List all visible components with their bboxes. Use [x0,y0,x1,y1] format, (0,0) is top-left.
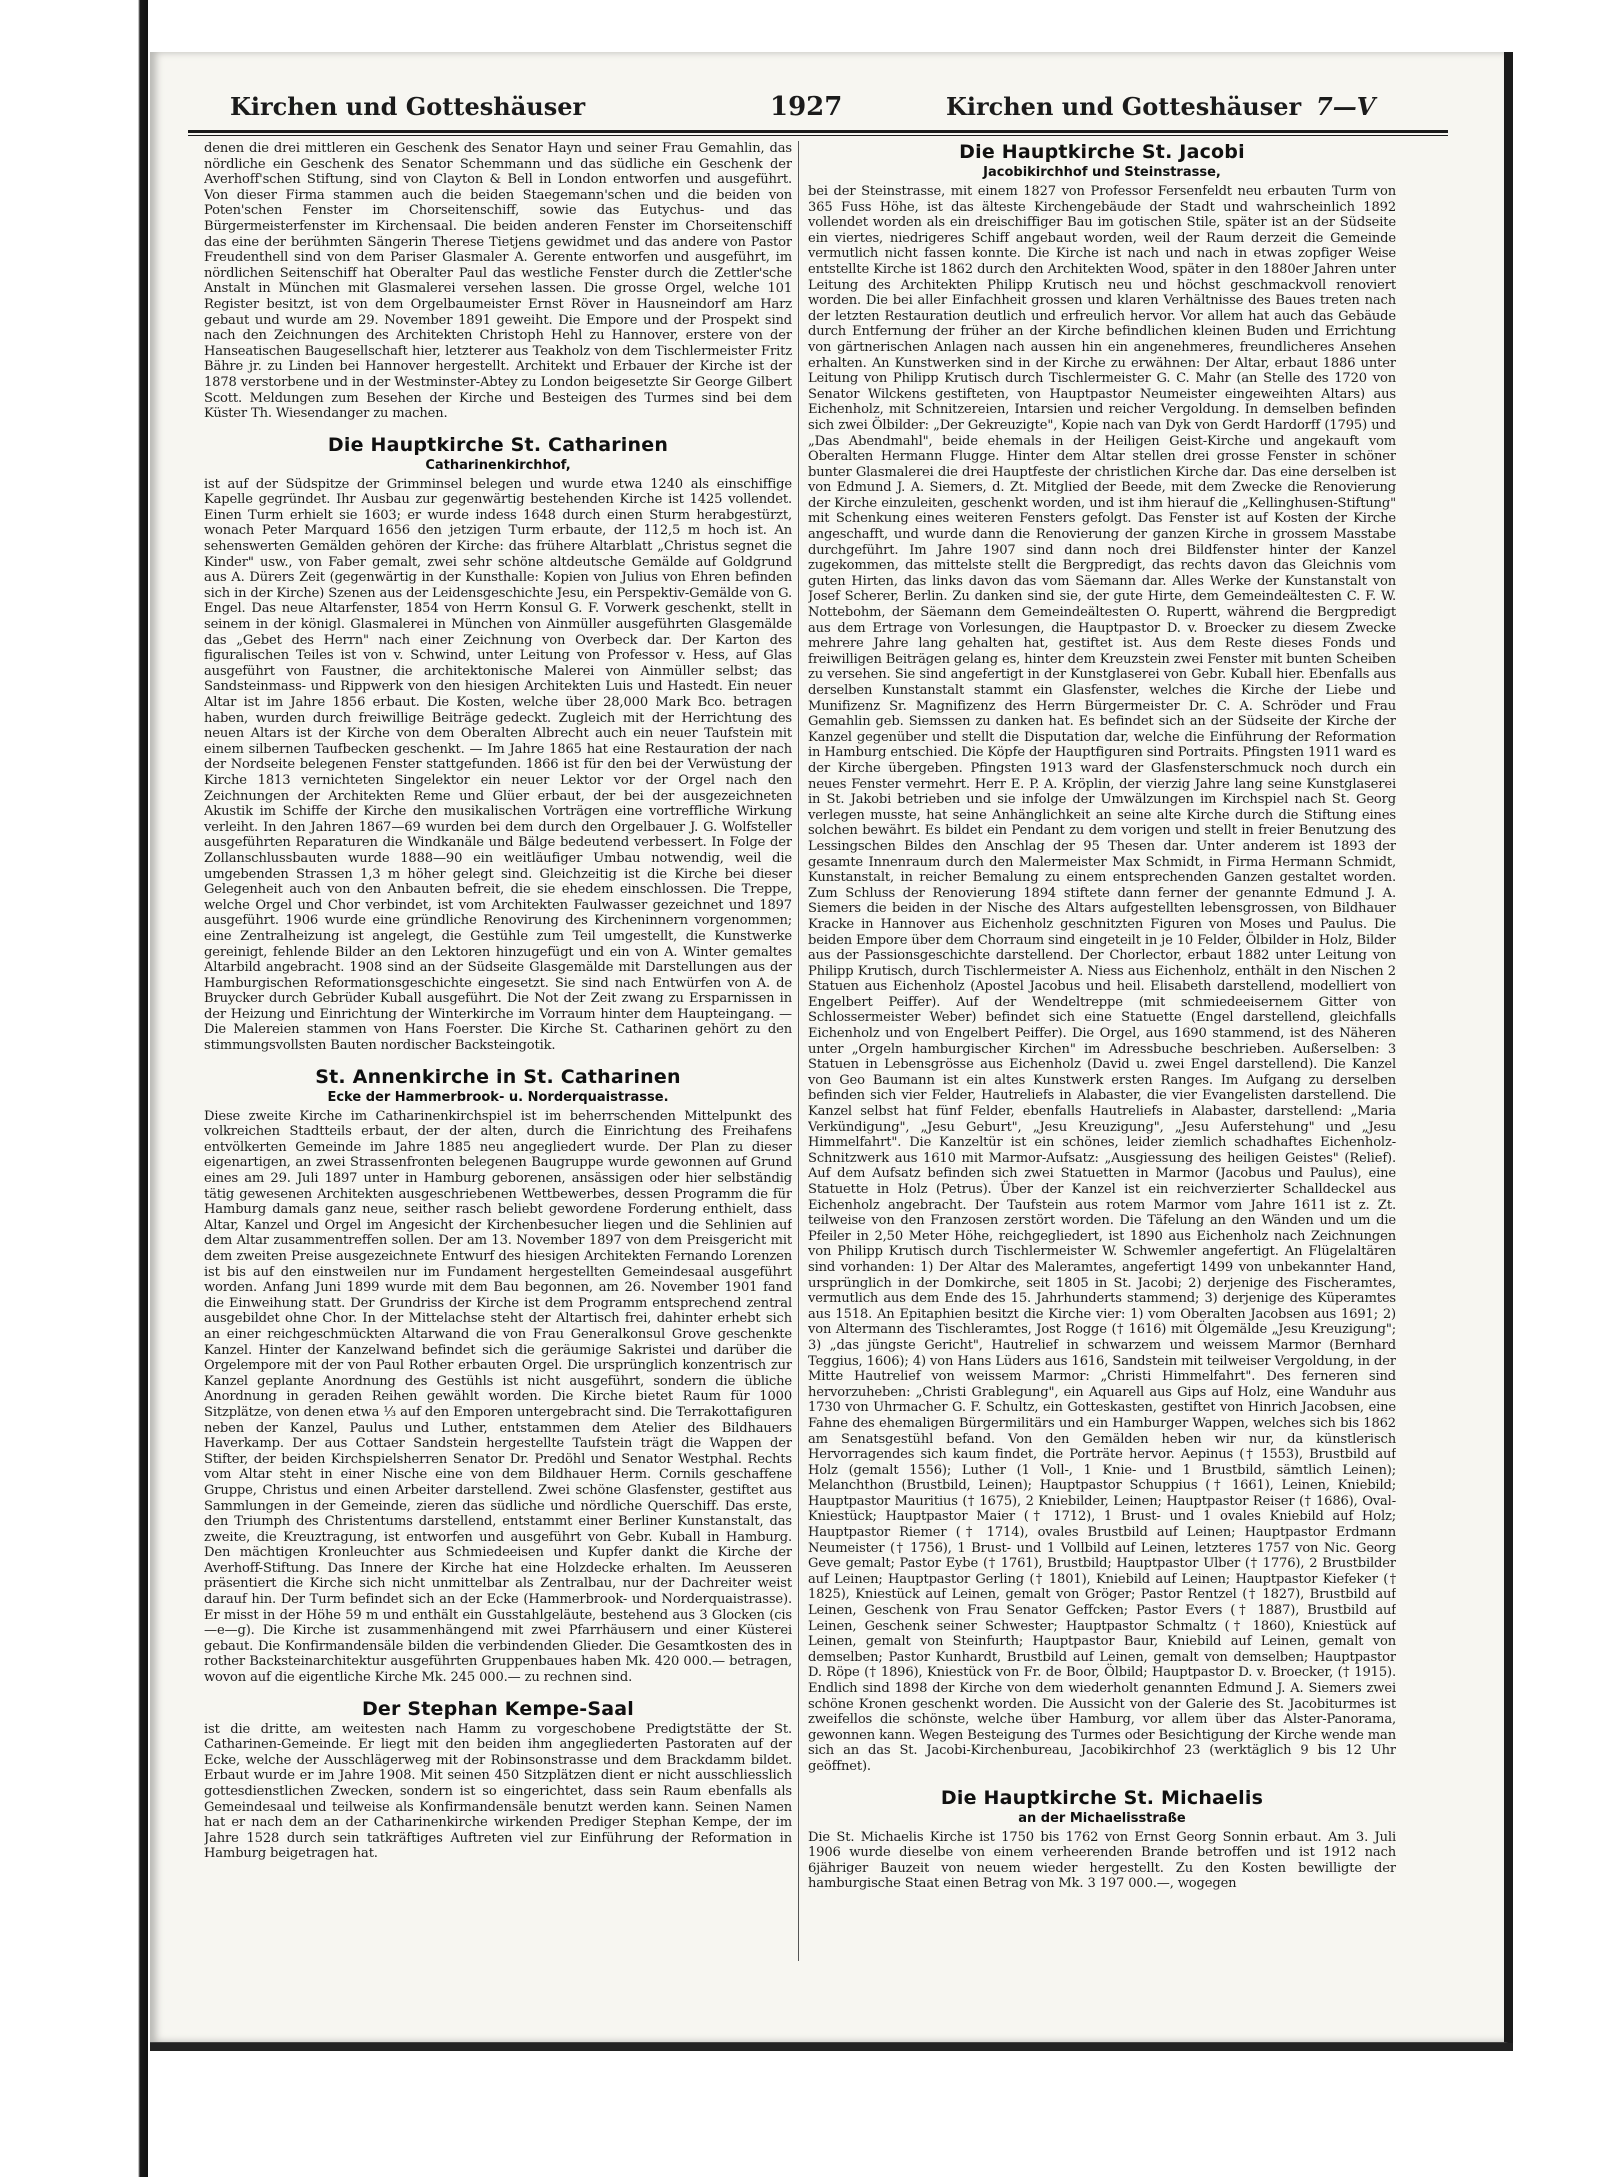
section-paragraph: ist die dritte, am weitesten nach Hamm zu vorgeschobene Predigtstätte der St. Catharinen-Gemeinde. Er liegt mit den beiden ihm angegliederten Pastoraten auf der Ecke, welche der Ausschlägerweg mit der Robinsonstrasse und dem Brackdamm bildet. Erbaut wurde er im Jahre 1908. Mit seinen 450 Sitzplätzen dient er nicht ausschliesslich gottesdienstlichen Zwecken, sondern ist so eingerichtet, dass sein Raum ebenfalls als Gemeindesaal und teilweise als Konfirmandensäle benutzt werden kann. Seinen Namen hat er nach dem an der Catharinenkirche wirkenden Prediger Stephan Kempe, der im Jahre 1528 durch sein tatkräftiges Auftreten viel zur Einführung der Reformation in Hamburg beigetragen hat. [204,1721,792,1862]
section-title: Der Stephan Kempe-Saal [361,1697,635,1720]
running-header-left: Kirchen und Gotteshäuser [230,92,586,121]
section-title: St. Annenkirche in St. Catharinen [315,1065,681,1088]
section-stephan-kempe-saal [204,1698,792,1862]
section-paragraph: ist auf der Südspitze der Grimminsel belegen und wurde etwa 1240 als einschiffige Kapelle gegründet. Ihr Ausbau zur gegenwärtig bestehenden Kirche ist 1425 vollendet. Einen Turm erhielt sie 1603; er wurde indess 1648 durch einen Sturm herabgestürzt, wonach Peter Marquard 1656 den jetzigen Turm erbaute, der 112,5 m hoch ist. An sehenswerten Gemälden gehören der Kirche: das frühere Altarblatt „Christus segnet die Kinder" usw., von Faber gemalt, zwei sehr schöne altdeutsche Gemälde auf Goldgrund aus A. Dürers Zeit (gegenwärtig in der Kunsthalle: Kopien von Julius von Ehren befinden sich in der Kirche) Szenen aus der Leidensgeschichte Jesu, ein Perspektiv-Gemälde von G. Engel. Das neue Altarfenster, 1854 von Herrn Konsul G. F. Vorwerk geschenkt, stellt in seinem in der königl. Glasmalerei in München von Ainmüller ausgeführten Glasgemälde das „Gebet des Herrn" nach einer Zeichnung von Overbeck dar. Der Karton des figuralischen Teiles ist von v. Schwind, unter Leitung von Professor v. Hess, auf Glas ausgeführt von Faustner, die architektonische Malerei von Ainmüller selbst; das Sandsteinmass- und Rippwerk von den hiesigen Architekten Luis und Hastedt. Ein neuer Altar ist im Jahre 1856 erbaut. Die Kosten, welche über 28,000 Mark Bco. betragen haben, wurden durch freiwillige Beiträge gedeckt. Zugleich mit der Herrichtung des neuen Altars ist der Kirche von dem Oberalten Albrecht auch ein neuer Taufstein mit einem silbernen Taufbecken geschenkt. — Im Jahre 1865 hat eine Restauration der nach der Nordseite belegenen Fenster stattgefunden. 1866 ist für den bei der Verwüstung der Kirche 1813 vernichteten Singelektor ein neuer Lektor vor der Orgel nach den Zeichnungen der Architekten Reme und Glüer erbaut, der bei der ausgezeichneten Akustik im Schiffe der Kirche den musikalischen Vorträgen eine vortreffliche Wirkung verleiht. In den Jahren 1867—69 wurden bei dem durch den Orgelbauer J. G. Wolfsteller ausgeführten Reparaturen die Windkanäle und Bälge bedeutend verbessert. In Folge der Zollanschlussbauten wurde 1888—90 ein weitläufiger Umbau notwendig, weil die umgebenden Strassen 1,3 m höher gelegt sind. Gleichzeitig ist die Kirche bei dieser Gelegenheit auch von den Anbauten befreit, die sie ehedem einschlossen. Die Treppe, welche Orgel und Chor verbindet, ist vom Architekten Faulwasser gezeichnet und 1897 ausgeführt. 1906 wurde eine gründliche Renovirung des Kircheninnern vorgenommen; eine Zentralheizung ist angelegt, die Gestühle zum Teil umgestellt, die Kunstwerke gereinigt, fehlende Bilder an den Lektoren hinzugefügt und ein von A. Winter gemaltes Altarbild angebracht. 1908 sind an der Südseite Glasgemälde mit Darstellungen aus der Hamburgischen Reformationsgeschichte eingesetzt. Sie sind nach Entwürfen von A. de Bruycker durch Gebrüder Kuball ausgeführt. Die Not der Zeit zwang zu Ersparnissen in der Heizung und Einrichtung der Winterkirche im Vorraum hinter dem Haupteingang. — Die Malereien stammen von Hans Foerster. Die Kirche St. Catharinen gehört zu den stimmungsvollsten Bauten nordischer Backsteingotik. [204,476,792,1054]
section-paragraph: Die St. Michaelis Kirche ist 1750 bis 1762 von Ernst Georg Sonnin erbaut. Am 3. Juli 1906 wurde dieselbe von einem verheerenden Brande betroffen und ist 1912 nach 6jähriger Bauzeit von neuem wieder hergestellt. Zu den Kosten bewilligte der hamburgische Staat einen Betrag von Mk. 3 197 000.—, wogegen [808,1829,1396,1892]
section-paragraph: bei der Steinstrasse, mit einem 1827 von Professor Fersenfeldt neu erbauten Turm von 365 Fuss Höhe, ist das älteste Kirchengebäude der Stadt und wahrscheinlich 1892 vollendet worden als ein dreischiffiger Bau im gotischen Stile, später ist an der Südseite ein viertes, niedrigeres Schiff angebaut worden, weil der Raum derzeit die Gemeinde vermutlich nicht fassen konnte. Die Kirche ist nach und nach in etwas zopfiger Weise entstellte Kirche ist 1862 durch den Architekten Wood, später in den 1880er Jahren unter Leitung des Architekten Philipp Krutisch neu und höchst geschmackvoll renoviert worden. Die bei aller Einfachheit grossen und klaren Verhältnisse des Baues treten nach der letzten Restauration deutlich und erfreulich hervor. Vor allem hat auch das Gebäude durch Entfernung der früher an der Kirche befindlichen kleinen Buden und Errichtung von gärtnerischen Anlagen nach aussen hin ein angenehmeres, freundlicheres Ansehen erhalten. An Kunstwerken sind in der Kirche zu erwähnen: Der Altar, erbaut 1886 unter Leitung von Philipp Krutisch durch Tischlermeister G. C. Mahr (an Stelle des 1720 von Senator Wilckens gestifteten, von Hauptpastor Neumeister eingeweihten Altars) aus Eichenholz, mit Schnitzereien, Intarsien und reicher Vergoldung. In demselben befinden sich zwei Ölbilder: „Der Gekreuzigte", Kopie nach van Dyk von Gerdt Hardorff (1795) und „Das Abendmahl", beide ehemals in der Heiligen Geist-Kirche und angekauft vom Oberalten Hermann Flugge. Hinter dem Altar stellen drei grosse Fenster in schöner bunter Glasmalerei die drei Hauptfeste der christlichen Kirche dar. Das eine derselben ist von Edmund J. A. Siemers, d. Zt. Mitglied der Beede, mit dem Zwecke die Renovierung der Kirche einzuleiten, geschenkt worden, und ist ihm hierauf die „Kellinghusen-Stiftung" mit Schenkung eines weiteren Fensters gefolgt. Das Fenster ist auf Kosten der Kirche angeschafft, und wurde dann die Renovierung der ganzen Kirche in grossem Masstabe durchgeführt. Im Jahre 1907 sind dann noch drei Bildfenster hinter der Kanzel zugekommen, das mittelste stellt die Bergpredigt, das rechts davon das Gleichnis vom guten Hirten, das links davon das vom Säemann dar. Alles Werke der Kunstanstalt von Josef Scherer, Berlin. Zu danken sind sie, der gute Hirte, dem Gemeindeältesten C. F. W. Nottebohm, der Säemann dem Gemeindeältesten O. Rupertt, während die Bergpredigt aus dem Ertrage von Vorlesungen, die Hauptpastor D. v. Broecker zu diesem Zwecke mehrere Jahre lang gehalten hat, gestiftet ist. Aus dem Reste dieses Fonds und freiwilligen Beiträgen gelang es, hinter dem Kreuzstein zwei Fenster mit bunten Scheiben zu versehen. Sie sind angefertigt in der Kunstglaserei von Gebr. Kuball hier. Ebenfalls aus derselben Kunstanstalt stammt ein Glasfenster, welches die Kirche der Liebe und Munifizenz Sr. Magnifizenz des Herrn Bürgermeister Dr. C. A. Schröder und Frau Gemahlin geb. Siemssen zu danken hat. Es befindet sich an der Südseite der Kirche der Kanzel gegenüber und stellt die Disputation dar, welche die Einführung der Reformation in Hamburg entschied. Die Köpfe der Hauptfiguren sind Portraits. Pfingsten 1911 ward es der Kirche übergeben. Pfingsten 1913 ward der Glasfensterschmuck noch durch ein neues Fenster vermehrt. Herr E. P. A. Kröplin, der vierzig Jahre lang seine Kunstglaserei in St. Jakobi betrieben und sie infolge der Umwälzungen im Kirchspiel nach St. Georg verlegen musste, hat seine Anhänglichkeit an seine alte Kirche durch die Stiftung eines solchen bewährt. Es bildet ein Pendant zu dem vorigen und stellt in freier Benutzung des Lessingschen Bildes den Anschlag der 95 Thesen dar. Unter anderem ist 1893 der gesamte Innenraum durch den Malermeister Max Schmidt, in Firma Hermann Schmidt, Kunstanstalt, in reicher Bemalung zu einem entsprechenden Ganzen gestaltet worden. Zum Schluss der Renovierung 1894 stiftete dann ferner der genannte Edmund J. A. Siemers die beiden in der Nische des Altars aufgestellten lebensgrossen, von Bildhauer Kracke in Hannover aus Eichenholz geschnitzten Figuren von Moses und Paulus. Die beiden Empore über dem Chorraum sind eingeteilt in je 10 Felder, Ölbilder in Holz, Bilder aus der Passionsgeschichte darstellend. Der Chorlector, erbaut 1882 unter Leitung von Philipp Krutisch, durch Tischlermeister A. Niess aus Eichenholz, enthält in den Nischen 2 Statuen aus Eichenholz (Apostel Jacobus und heil. Elisabeth darstellend, modelliert von Engelbert Peiffer). Auf der Wendeltreppe (mit schmiedeeisernem Gitter von Schlossermeister Weber) befindet sich eine Statuette (Engel darstellend, gleichfalls Eichenholz und von Engelbert Peiffer). Die Orgel, aus 1690 stammend, ist des Näheren unter „Orgeln hamburgischer Kirchen" im Adressbuche beschrieben. Außerselben: 3 Statuen in Lebensgrösse aus Eichenholz (David u. zwei Engel darstellend). Die Kanzel von Geo Baumann ist ein altes Kunstwerk ersten Ranges. Im Aufgang zu derselben befinden sich vier Felder, Hautreliefs in Alabaster, die vier Evangelisten darstellend. Die Kanzel selbst hat fünf Felder, ebenfalls Hautreliefs in Alabaster, darstellend: „Maria Verkündigung", „Jesu Geburt", „Jesu Kreuzigung", „Jesu Auferstehung" und „Jesu Himmelfahrt". Die Kanzeltür ist ein schönes, leider ziemlich schadhaftes Eichenholz-Schnitzwerk aus 1610 mit Marmor-Aufsatz: „Ausgiessung des heiligen Geistes" (Relief). Auf dem Aufsatz befinden sich zwei Statuetten in Marmor (Jacobus und Paulus), eine Statuette in Holz (Petrus). Über der Kanzel ist ein reichverzierter Schalldeckel aus Eichenholz angebracht. Der Taufstein aus rotem Marmor vom Jahre 1611 ist z. Zt. teilweise von den Franzosen zerstört worden. Die Täfelung an den Wänden und um die Pfeiler in 2,50 Meter Höhe, reichgegliedert, ist 1890 aus Eichenholz nach Zeichnungen von Philipp Krutisch durch Tischlermeister W. Schwemler angefertigt. An Flügelaltären sind vorhanden: 1) Der Altar des Maleramtes, angefertigt 1499 von unbekannter Hand, ursprünglich in der Domkirche, seit 1805 in St. Jacobi; 2) derjenige des Fischeramtes, vermutlich aus dem Ende des 15. Jahrhunderts stammend; 3) derjenige des Küperamtes aus 1518. An Epitaphien besitzt die Kirche vier: 1) vom Oberalten Jacobsen aus 1691; 2) von Altermann des Tischleramtes, Jost Rogge († 1616) mit Ölgemälde „Jesu Kreuzigung"; 3) „das jüngste Gericht", Hautrelief in schwarzem und weissem Marmor (Bernhard Teggius, 1606); 4) von Hans Lüders aus 1616, Sandstein mit teilweiser Vergoldung, in der Mitte Hautrelief von weissem Marmor: „Christi Himmelfahrt". Des ferneren sind hervorzuheben: „Christi Grablegung", ein Aquarell aus Gips auf Holz, eine Wanduhr aus 1730 von Uhrmacher G. F. Schultz, ein Gotteskasten, gestiftet von Hinrich Jacobsen, eine Fahne des ehemaligen Bürgermilitärs und ein Hamburger Wappen, welches sich bis 1862 am Senatsgestühl befand. Von den Gemälden heben wir nur, da künstlerisch Hervorragendes sich kaum findet, die Porträte hervor. Aepinus († 1553), Brustbild auf Holz (gemalt 1556); Luther (1 Voll-, 1 Knie- und 1 Brustbild, sämtlich Leinen); Melanchthon (Brustbild, Leinen); Hauptpastor Schuppius († 1661), Leinen, Kniebild; Hauptpastor Mauritius († 1675), 2 Kniebilder, Leinen; Hauptpastor Reiser († 1686), Oval-Kniestück; Hauptpastor Maier († 1712), 1 Brust- und 1 ovales Kniebild auf Holz; Hauptpastor Riemer († 1714), ovales Brustbild auf Leinen; Hauptpastor Erdmann Neumeister († 1756), 1 Brust- und 1 Vollbild auf Leinen, letzteres 1757 von Nic. Georg Geve gemalt; Pastor Eybe († 1761), Brustbild; Hauptpastor Ulber († 1776), 2 Brustbilder auf Leinen; Hauptpastor Gerling († 1801), Kniebild auf Leinen; Hauptpastor Kiefeker († 1825), Kniestück auf Leinen, gemalt von Gröger; Pastor Rentzel († 1827), Brustbild auf Leinen, Geschenk von Frau Senator Geffcken; Pastor Evers († 1887), Brustbild auf Leinen, Geschenk seiner Schwester; Hauptpastor Schmaltz († 1860), Kniestück auf Leinen, gemalt von Steinfurth; Hauptpastor Baur, Kniebild auf Leinen, gemalt von demselben; Pastor Kunhardt, Brustbild auf Leinen, gemalt von demselben; Hauptpastor D. Röpe († 1896), Kniestück von Fr. de Boor, Ölbild; Hauptpastor D. v. Broecker, († 1915). Endlich sind 1898 der Kirche von dem wiederholt genannten Edmund J. A. Siemers zwei schöne Kronen geschenkt worden. Die Aussicht von der Galerie des St. Jacobiturmes ist zweifellos die schönste, welche über Hamburg, vor allem über das Alster-Panorama, gewonnen kann. Wegen Besteigung des Turmes oder Besichtigung der Kirche wende man sich an das St. Jacobi-Kirchenbureau, Jacobikirchhof 23 (werktäglich 9 bis 12 Uhr geöffnet). [808,184,1396,1774]
right-column [808,141,1396,1951]
section-subtitle: Ecke der Hammerbrook- u. Norderquaistrasse. [327,1089,669,1105]
left-column [204,141,792,1951]
section-st-jacobi [808,141,1396,1775]
intro-paragraph: denen die drei mittleren ein Geschenk des Senator Hayn und seiner Frau Gemahlin, das nördliche ein Geschenk des Senator Schemmann und das südliche ein Geschenk der Averhoff'schen Stiftung, sind von Clayton & Bell in London entworfen und ausgeführt. Von dieser Firma stammen auch die beiden Staegemann'schen und die beiden von Poten'schen Fenster im Chorseitenschiff, sowie das Eutychus- und das Bürgermeisterfenster im Kirchensaal. Die beiden anderen Fenster im Chorseitenschiff das eine der berühmten Sängerin Therese Tietjens gewidmet und das andere von Pastor Freudenthell sind von dem Pariser Glasmaler A. Gerente entworfen und ausgeführt, im nördlichen Seitenschiff hat Oberalter Paul das westliche Fenster durch die Zettler'sche Anstalt in München mit Glasmalerei versehen lassen. Die grosse Orgel, welche 101 Register besitzt, ist von dem Orgelbaumeister Ernst Röver in Hausneindorf am Harz gebaut und wurde am 29. November 1891 geweiht. Die Empore und der Prospekt sind nach den Zeichnungen des Architekten Christoph Hehl zu Hannover, erstere von der Hanseatischen Baugesellschaft hier, letzterer aus Teakholz von dem Tischlermeister Fritz Bähre jr. zu Linden bei Hannover hergestellt. Architekt und Erbauer der Kirche ist der 1878 verstorbene und in der Westminster-Abtey zu London beigesetzte Sir George Gilbert Scott. Meldungen zum Besehen der Kirche und Besteigen des Turmes sind bei dem Küster Th. Wiesendanger zu machen. [204,141,792,422]
section-subtitle: an der Michaelisstraße [1018,1810,1186,1826]
section-st-michaelis [808,1787,1396,1892]
section-title: Die Hauptkirche St. Jacobi [959,141,1245,163]
running-header-right: Kirchen und Gotteshäuser [946,92,1302,121]
section-st-catharinen [204,434,792,1054]
book-spine-shadow [0,0,148,2177]
header-rule-thin [188,135,1448,136]
section-subtitle: Jacobikirchhof und Steinstrasse, [983,165,1221,180]
section-st-annenkirche [204,1066,792,1686]
section-title: Die Hauptkirche St. Michaelis [940,1786,1264,1809]
column-divider [798,141,799,1961]
page-number: 7—V [1316,92,1376,121]
section-subtitle: Catharinenkirchhof, [425,457,571,473]
section-paragraph: Diese zweite Kirche im Catharinenkirchspiel ist im beherrschenden Mittelpunkt des volkreichen Stadtteils erbaut, der der alten, durch die Einrichtung des Freihafens entvölkerten Gemeinde im Jahre 1885 neu angegliedert wurde. Der Plan zu dieser eigenartigen, an zwei Strassenfronten belegenen Baugruppe wurde gewonnen auf Grund eines am 29. Juli 1897 unter in Hamburg geborenen, ansässigen oder hier selbständig tätig gewesenen Architekten ausgeschriebenen Wettbewerbes, dessen Programm die für Hamburg damals ganz neue, seither rasch beliebt gewordene Forderung enthielt, dass Altar, Kanzel und Orgel im Angesicht der Kirchenbesucher liegen und die Sehlinien auf dem Altar zusammentreffen sollen. Der am 13. November 1897 von dem Preisgericht mit dem zweiten Preise ausgezeichnete Entwurf des hiesigen Architekten Fernando Lorenzen ist bis auf den einstweilen nur im Fundament hergestellten Gemeindesaal ausgeführt worden. Anfang Juni 1899 wurde mit dem Bau begonnen, am 26. November 1901 fand die Einweihung statt. Der Grundriss der Kirche ist dem Programm entsprechend zentral ausgebildet ohne Chor. In der Mittelachse steht der Altartisch frei, dahinter erhebt sich an einer reichgeschmückten Altarwand die von Frau Generalkonsul Grove geschenkte Kanzel. Hinter der Kanzelwand befindet sich die geräumige Sakristei und darüber die Orgelempore mit der von Paul Rother erbauten Orgel. Die ursprünglich konzentrisch zur Kanzel geplante Anordnung des Gestühls ist nicht ausgeführt, sondern die übliche Anordnung in geraden Reihen gewählt worden. Die Kirche bietet Raum für 1000 Sitzplätze, von denen etwa ⅓ auf den Emporen untergebracht sind. Die Terrakottafiguren neben der Kanzel, Paulus und Luther, entstammen dem Atelier des Bildhauers Haverkamp. Der aus Cottaer Sandstein hergestellte Taufstein trägt die Wappen der Stifter, der beiden Kirchspielsherren Senator Dr. Predöhl und Senator Westphal. Rechts vom Altar steht in einer Nische eine von dem Bildhauer Herm. Cornils geschaffene Gruppe, Christus und einen Arbeiter darstellend. Zwei schöne Glasfenster, gestiftet aus Sammlungen in der Gemeinde, zieren das südliche und nördliche Querschiff. Das erste, den Triumph des Christentums darstellend, entstammt einer Berliner Kunstanstalt, das zweite, die Kreuztragung, ist entworfen und ausgeführt von Gebr. Kuball in Hamburg. Den mächtigen Kronleuchter aus Schmiedeeisen und Kupfer dankt die Kirche der Averhoff-Stiftung. Das Innere der Kirche hat eine Holzdecke erhalten. Im Aeusseren präsentiert die Kirche sich nicht unmittelbar als Zentralbau, nur der Dachreiter weist darauf hin. Der Turm befindet sich an der Ecke (Hammerbrook- und Norderquaistrasse). Er misst in der Höhe 59 m und enthält ein Gusstahlgeläute, bestehend aus 3 Glocken (cis—e—g). Die Kirche ist zusammenhängend mit zwei Pfarrhäusern und einer Küsterei gebaut. Die Konfirmandensäle bilden die verbindenden Glieder. Die Gesamtkosten des in rother Backsteinarchitektur ausgeführten Gruppenbaues haben Mk. 420 000.— betragen, wovon auf die eigentliche Kirche Mk. 245 000.— zu rechnen sind. [204,1108,792,1686]
header-rule [188,130,1448,133]
running-header-year: 1927 [770,92,843,122]
section-title: Die Hauptkirche St. Catharinen [327,433,669,456]
page-bottom-edge [150,2043,1513,2051]
